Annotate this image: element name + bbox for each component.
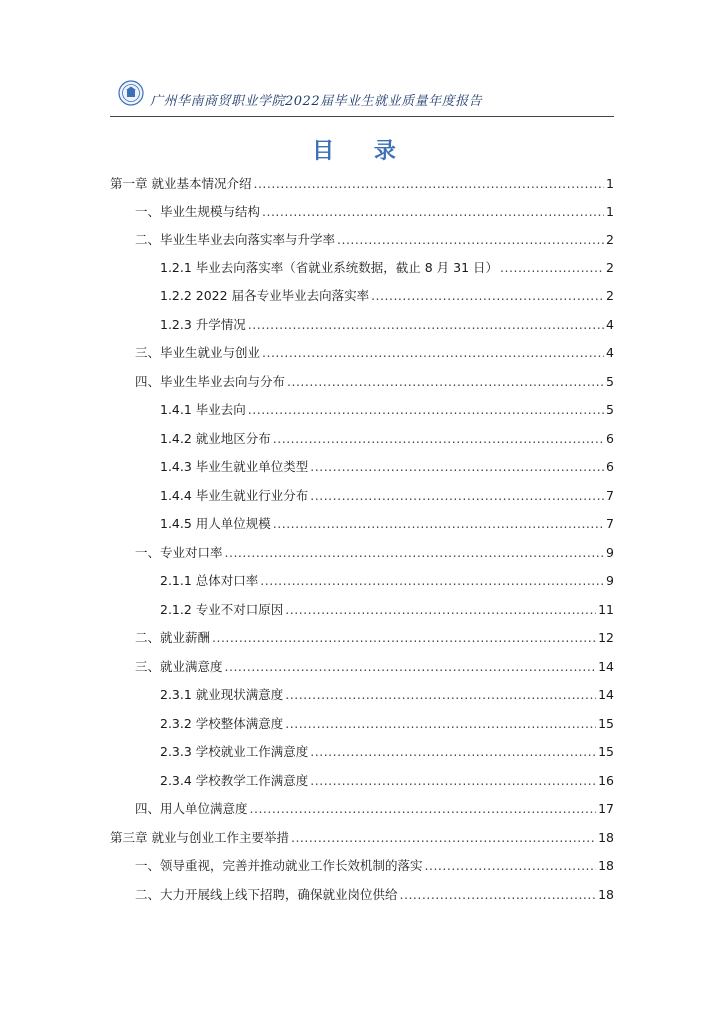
toc-entry-label: 1.4.4 毕业生就业行业分布 [160,488,309,503]
page-header [110,80,614,117]
toc-entry-label: 2.3.4 学校教学工作满意度 [160,773,309,788]
toc-entry-page: 2 [606,232,614,247]
toc-entry-label: 二、毕业生毕业去向落实率与升学率 [135,232,336,247]
toc-entry-label: 二、就业薪酬 [135,630,211,645]
toc-entry-page: 9 [606,545,614,560]
toc-dot-leader [291,830,596,846]
toc-dot-leader [337,232,604,248]
toc-entry-label: 1.2.1 毕业去向落实率（省就业系统数据，截止 8 月 31 日） [160,260,499,275]
school-logo-icon [118,80,144,106]
toc-entry-label: 1.2.2 2022 届各专业毕业去向落实率 [160,288,370,303]
toc-entry[interactable] [135,887,614,903]
toc-dot-leader [285,687,596,703]
toc-entry[interactable] [160,288,614,304]
toc-entry-page: 18 [598,887,614,902]
toc-entry-label: 1.2.3 升学情况 [160,317,246,332]
toc-entry[interactable] [135,630,614,646]
toc-entry-label: 1.4.1 毕业去向 [160,402,246,417]
toc-entry-page: 7 [606,516,614,531]
toc-entry[interactable] [135,204,614,220]
toc-dot-leader [425,858,597,874]
toc-entry-label: 二、大力开展线上线下招聘，确保就业岗位供给 [135,887,398,902]
toc-entry-page: 4 [606,345,614,360]
toc-dot-leader [273,431,604,447]
toc-entry[interactable] [160,260,614,276]
toc-dot-leader [250,801,597,817]
toc-dot-leader [248,317,604,333]
toc-dot-leader [310,744,596,760]
toc-entry[interactable] [160,687,614,703]
toc-entry-label: 2.3.2 学校整体满意度 [160,716,284,731]
toc-entry-page: 2 [606,288,614,303]
toc-dot-leader [310,773,596,789]
toc-entry-label: 四、毕业生毕业去向与分布 [135,374,286,389]
toc-dot-leader [262,204,604,220]
toc-entry-label: 1.4.2 就业地区分布 [160,431,271,446]
toc-entry[interactable] [110,830,614,846]
toc-dot-leader [400,887,597,903]
toc-dot-leader [500,260,604,276]
toc-entry-page: 18 [598,830,614,845]
toc-entry-page: 7 [606,488,614,503]
toc-entry-label: 2.3.1 就业现状满意度 [160,687,284,702]
toc-entry[interactable] [160,488,614,504]
toc-title: 目 录 [312,138,412,164]
toc-entry[interactable] [135,232,614,248]
toc-entry[interactable] [135,545,614,561]
toc-entry[interactable] [160,317,614,333]
toc-entry-label: 三、就业满意度 [135,659,223,674]
toc-entry[interactable] [135,801,614,817]
toc-entry[interactable] [160,602,614,618]
toc-entry-page: 4 [606,317,614,332]
toc-entry-page: 6 [606,459,614,474]
toc-entry-page: 12 [598,630,614,645]
toc-entry-page: 17 [598,801,614,816]
toc-entry-page: 15 [598,744,614,759]
toc-entry[interactable] [135,659,614,675]
toc-entry[interactable] [160,773,614,789]
toc-entry-page: 11 [598,602,614,617]
toc-dot-leader [225,659,597,675]
toc-dot-leader [212,630,596,646]
toc-entry[interactable] [160,573,614,589]
toc-entry-page: 5 [606,402,614,417]
toc-entry-label: 1.4.5 用人单位规模 [160,516,271,531]
toc-dot-leader [371,288,604,304]
toc-dot-leader [285,716,596,732]
toc-entry-label: 一、领导重视，完善并推动就业工作长效机制的落实 [135,858,423,873]
toc-entry[interactable] [135,345,614,361]
toc-entry-label: 第三章 就业与创业工作主要举措 [110,830,289,845]
toc-entry[interactable] [160,744,614,760]
toc-entry[interactable] [135,858,614,874]
toc-dot-leader [253,176,604,192]
header-title: 广州华南商贸职业学院2022届毕业生就业质量年度报告 [150,94,483,109]
toc-entry-page: 15 [598,716,614,731]
toc-entry-page: 14 [598,659,614,674]
toc-entry-label: 2.1.1 总体对口率 [160,573,259,588]
toc-entry-page: 6 [606,431,614,446]
toc-entry-label: 三、毕业生就业与创业 [135,345,261,360]
toc-entry-page: 2 [606,260,614,275]
toc-entry-label: 2.1.2 专业不对口原因 [160,602,284,617]
toc-entry[interactable] [160,402,614,418]
toc-dot-leader [287,374,604,390]
toc-dot-leader [262,345,604,361]
toc-dot-leader [310,459,604,475]
toc-entry-page: 18 [598,858,614,873]
toc-dot-leader [273,516,604,532]
toc-entry-label: 一、毕业生规模与结构 [135,204,261,219]
toc-dot-leader [225,545,605,561]
toc-entry[interactable] [160,716,614,732]
toc-entry-page: 1 [606,176,614,191]
toc-dot-leader [285,602,596,618]
toc-entry[interactable] [160,431,614,447]
toc-entry-page: 9 [606,573,614,588]
toc-dot-leader [310,488,604,504]
toc-entry-page: 1 [606,204,614,219]
toc-entry-label: 第一章 就业基本情况介绍 [110,176,252,191]
toc-dot-leader [260,573,604,589]
toc-entry[interactable] [160,516,614,532]
toc-entry[interactable] [160,459,614,475]
toc-entry-page: 5 [606,374,614,389]
toc-entry-label: 1.4.3 毕业生就业单位类型 [160,459,309,474]
toc-entry-page: 16 [598,773,614,788]
toc-entry-label: 四、用人单位满意度 [135,801,248,816]
toc-entry[interactable] [110,176,614,192]
toc-dot-leader [248,402,604,418]
toc-entry-label: 2.3.3 学校就业工作满意度 [160,744,309,759]
toc-entry[interactable] [135,374,614,390]
toc-entry-page: 14 [598,687,614,702]
toc-entry-label: 一、专业对口率 [135,545,223,560]
